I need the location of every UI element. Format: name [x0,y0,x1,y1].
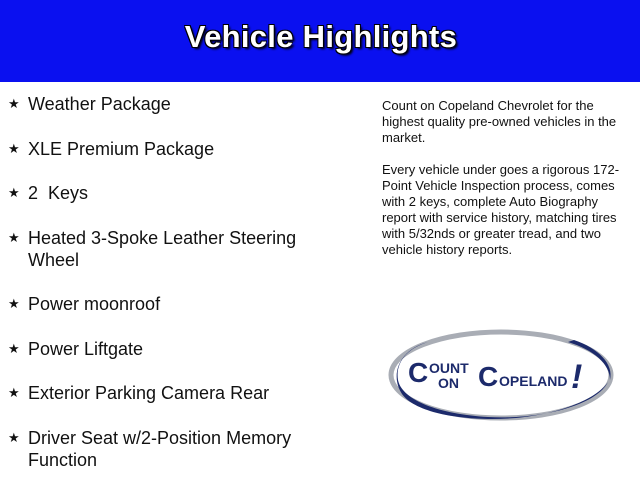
star-icon: ★ [8,96,20,111]
feature-text: Power Liftgate [28,338,144,359]
star-icon: ★ [8,185,20,200]
feature-text: Driver Seat w/2-Position Memory Function [28,427,292,470]
count-on-copeland-logo [388,328,616,422]
star-icon: ★ [8,229,20,245]
info-paragraph-quality: Count on Copeland Chevrolet for the highest quality pre-owned vehicles in the market. [382,98,617,145]
star-icon: ★ [8,296,20,311]
logo-letter-c2: C [478,361,499,392]
star-icon: ★ [8,340,20,356]
star-icon: ★ [8,140,20,156]
star-icon: ★ [8,429,20,445]
list-item [8,338,338,360]
list-item [8,138,338,160]
feature-text: XLE Premium Package [28,138,215,159]
logo-word-on: ON [438,375,459,391]
list-item [8,93,338,115]
logo-word-opeland: OPELAND [499,373,568,389]
list-item [8,182,338,204]
star-icon: ★ [8,385,20,400]
feature-text: Weather Package [28,94,171,114]
feature-text: Exterior Parking Camera Rear [28,383,270,403]
info-paragraph-inspection: Every vehicle under goes a rigorous 172-Point Vehicle Inspection process, comes with 2 keys, complete Auto Biography report with service history, matching tires with 5/32nds or greater tread, and two vehicle history reports. [382,162,620,257]
logo-exclamation: ! [571,358,583,396]
dealer-info [382,98,632,274]
page-title: Vehicle Highlights [184,19,458,54]
list-item [8,227,338,271]
feature-list [8,93,338,493]
logo-word-ount: OUNT [429,360,469,376]
logo-letter-c1: C [408,357,429,388]
feature-text: Power moonroof [28,294,161,314]
list-item [8,427,338,471]
feature-text: Heated 3-Spoke Leather Steering Wheel [28,227,297,270]
feature-text: 2 Keys [28,183,89,203]
header-banner [0,0,640,82]
list-item [8,293,338,315]
list-item [8,382,338,404]
